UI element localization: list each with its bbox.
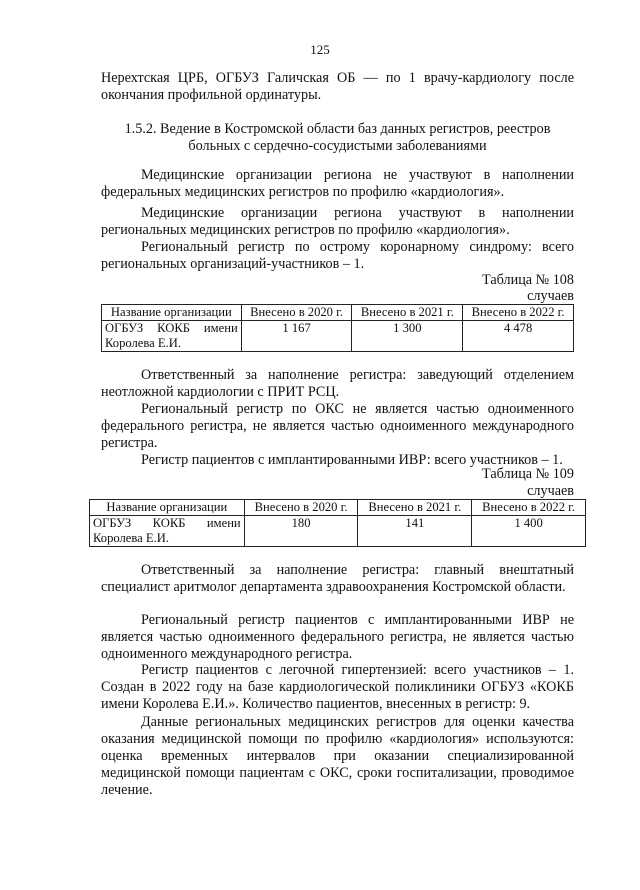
- header-org-name: Название организации: [102, 305, 242, 321]
- header-2020: Внесено в 2020 г.: [241, 305, 352, 321]
- paragraph-acs-not-part: Региональный регистр по ОКС не является частью одноименного федерального регистра, не является частью одноименного международного регистра.: [101, 401, 574, 451]
- paragraph-responsible-icd: Ответственный за наполнение регистра: главный внештатный специалист аритмолог департамента здравоохранения Костромской области.: [101, 562, 574, 595]
- table-row: [90, 516, 586, 547]
- header-2021: Внесено в 2021 г.: [358, 500, 472, 516]
- table-108-caption: Таблица № 108: [482, 272, 574, 288]
- org-name-cell: ОГБУЗ КОКБ имени Королева Е.И.: [90, 516, 245, 547]
- org-name-cell: ОГБУЗ КОКБ имени Королева Е.И.: [102, 321, 242, 352]
- section-heading-line-1: 1.5.2. Ведение в Костромской области баз данных регистров, реестров: [124, 121, 551, 137]
- paragraph-responsible-acs: Ответственный за наполнение регистра: заведующий отделением неотложной кардиологии с ПРИТ РСЦ.: [101, 367, 574, 400]
- paragraph-quality-assessment: Данные региональных медицинских регистров для оценки качества оказания медицинской помощи по профилю «кардиология» используются: оценка временных интервалов при оказании специализированной медицинской помощи пациентам с ОКС, сроки госпитализации, проводимое лечение.: [101, 714, 574, 798]
- table-108-unit: случаев: [527, 288, 574, 304]
- intro-line-1: Нерехтская ЦРБ, ОГБУЗ Галичская ОБ — по 1 врачу-кардиологу после: [101, 70, 574, 86]
- table-row: [102, 321, 574, 352]
- table-109: [89, 499, 586, 547]
- table-header-row: [90, 500, 586, 516]
- header-2022: Внесено в 2022 г.: [472, 500, 586, 516]
- value-2021: 141: [358, 516, 472, 547]
- paragraph-pulmonary-hypertension: Регистр пациентов с легочной гипертензией: всего участников – 1. Создан в 2022 году на базе кардиологической поликлиники ОГБУЗ «КОКБ имени Королева Е.И.». Количество пациентов, внесенных в регистр: 9.: [101, 662, 574, 712]
- intro-paragraph: [101, 70, 574, 104]
- table-109-unit: случаев: [527, 483, 574, 499]
- paragraph-acs-registry: Региональный регистр по острому коронарному синдрому: всего региональных организаций-участников – 1.: [101, 239, 574, 272]
- header-2022: Внесено в 2022 г.: [463, 305, 574, 321]
- paragraph-regional-registries: Медицинские организации региона участвуют в наполнении региональных медицинских регистров по профилю «кардиология».: [101, 205, 574, 238]
- table-header-row: [102, 305, 574, 321]
- header-2021: Внесено в 2021 г.: [352, 305, 463, 321]
- value-2021: 1 300: [352, 321, 463, 352]
- header-org-name: Название организации: [90, 500, 245, 516]
- section-heading: [101, 121, 574, 155]
- table-108: [101, 304, 574, 352]
- value-2020: 1 167: [241, 321, 352, 352]
- value-2022: 1 400: [472, 516, 586, 547]
- paragraph-icd-not-part: Региональный регистр пациентов с имплантированными ИВР не является частью одноименного федерального регистра, не является частью одноименного международного регистра.: [101, 612, 574, 662]
- page-number: 125: [310, 42, 330, 57]
- paragraph-federal-registries: Медицинские организации региона не участвуют в наполнении федеральных медицинских регистров по профилю «кардиология».: [101, 167, 574, 200]
- header-2020: Внесено в 2020 г.: [244, 500, 358, 516]
- section-heading-line-2: больных с сердечно-сосудистыми заболеваниями: [188, 138, 487, 154]
- intro-line-2: окончания профильной ординатуры.: [101, 87, 322, 103]
- table-109-caption: Таблица № 109: [482, 466, 574, 482]
- value-2022: 4 478: [463, 321, 574, 352]
- paragraph-icd-registry: Регистр пациентов с имплантированными ИВР: всего участников – 1.: [141, 452, 563, 468]
- value-2020: 180: [244, 516, 358, 547]
